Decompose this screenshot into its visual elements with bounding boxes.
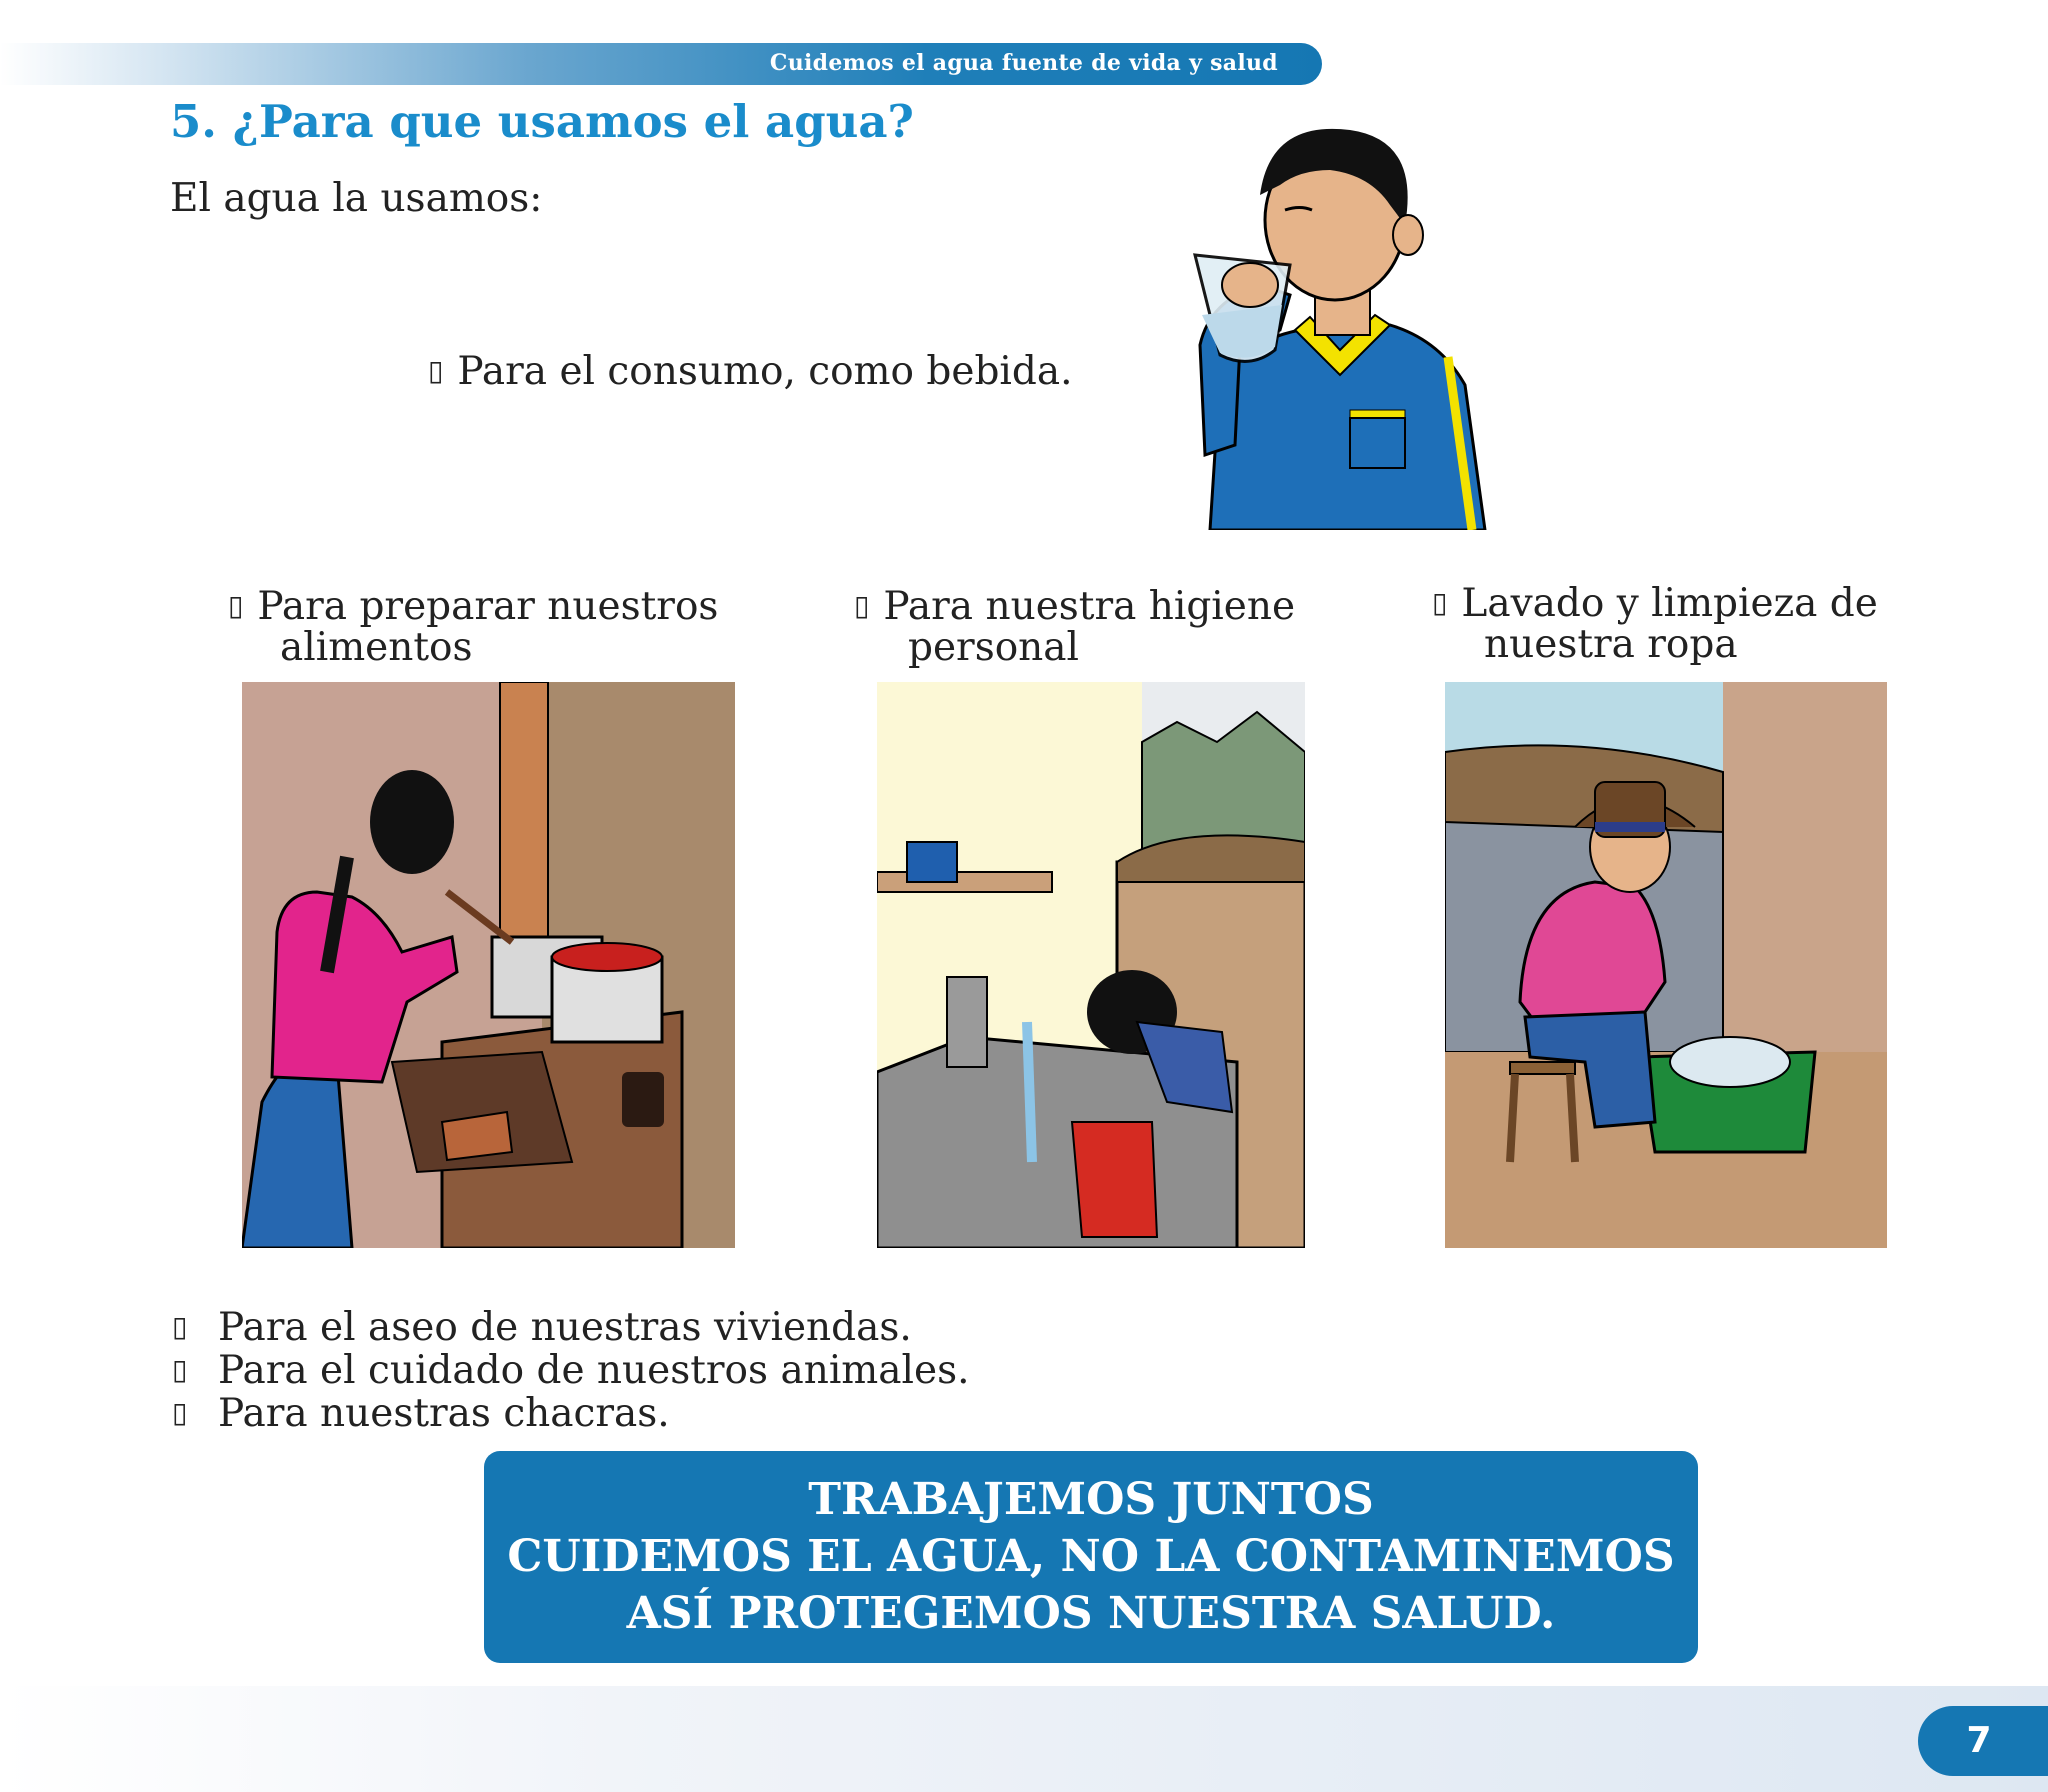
boy-drinking-illustration — [1190, 125, 1500, 530]
section-title: 5. ¿Para que usamos el agua? — [170, 95, 914, 148]
laundry-illustration — [1445, 682, 1887, 1248]
use-drinking-text: Para el consumo, como bebida. — [457, 349, 1073, 394]
washing-face-illustration — [877, 682, 1305, 1248]
section-intro: El agua la usamos: — [170, 176, 543, 221]
bullet-box-icon: ▯ — [1432, 586, 1448, 619]
use-laundry-line1: Lavado y limpieza de — [1461, 581, 1878, 626]
bullet-box-icon: ▯ — [172, 1310, 188, 1343]
page-number: 7 — [1918, 1706, 2048, 1776]
use-cooking — [228, 585, 718, 668]
use-drinking — [428, 350, 1073, 392]
running-title: Cuidemos el agua fuente de vida y salud — [769, 50, 1278, 76]
list-item: ▯ Para el aseo de nuestras viviendas. — [172, 1305, 912, 1350]
bullet-box-icon: ▯ — [428, 354, 444, 387]
more-uses-list — [172, 1306, 970, 1435]
bullet-box-icon: ▯ — [172, 1396, 188, 1429]
use-cooking-line2: alimentos — [280, 625, 473, 670]
use-laundry-line2: nuestra ropa — [1484, 622, 1738, 667]
use-hygiene — [854, 585, 1295, 668]
banner-line-3: ASÍ PROTEGEMOS NUESTRA SALUD. — [626, 1588, 1556, 1639]
use-hygiene-line2: personal — [908, 625, 1080, 670]
use-laundry — [1432, 582, 1878, 665]
banner-line-1: TRABAJEMOS JUNTOS — [808, 1474, 1374, 1525]
footer-band — [0, 1686, 2048, 1792]
cooking-illustration — [242, 682, 735, 1248]
list-item: ▯ Para nuestras chacras. — [172, 1391, 670, 1436]
banner-line-2: CUIDEMOS EL AGUA, NO LA CONTAMINEMOS — [507, 1531, 1675, 1582]
use-hygiene-line1: Para nuestra higiene — [883, 584, 1296, 629]
use-cooking-line1: Para preparar nuestros — [257, 584, 719, 629]
bullet-box-icon: ▯ — [172, 1353, 188, 1386]
bullet-box-icon: ▯ — [228, 589, 244, 622]
bullet-box-icon: ▯ — [854, 589, 870, 622]
call-to-action-banner — [484, 1451, 1698, 1663]
list-item: ▯ Para el cuidado de nuestros animales. — [172, 1348, 970, 1393]
header-bar — [0, 43, 1322, 85]
